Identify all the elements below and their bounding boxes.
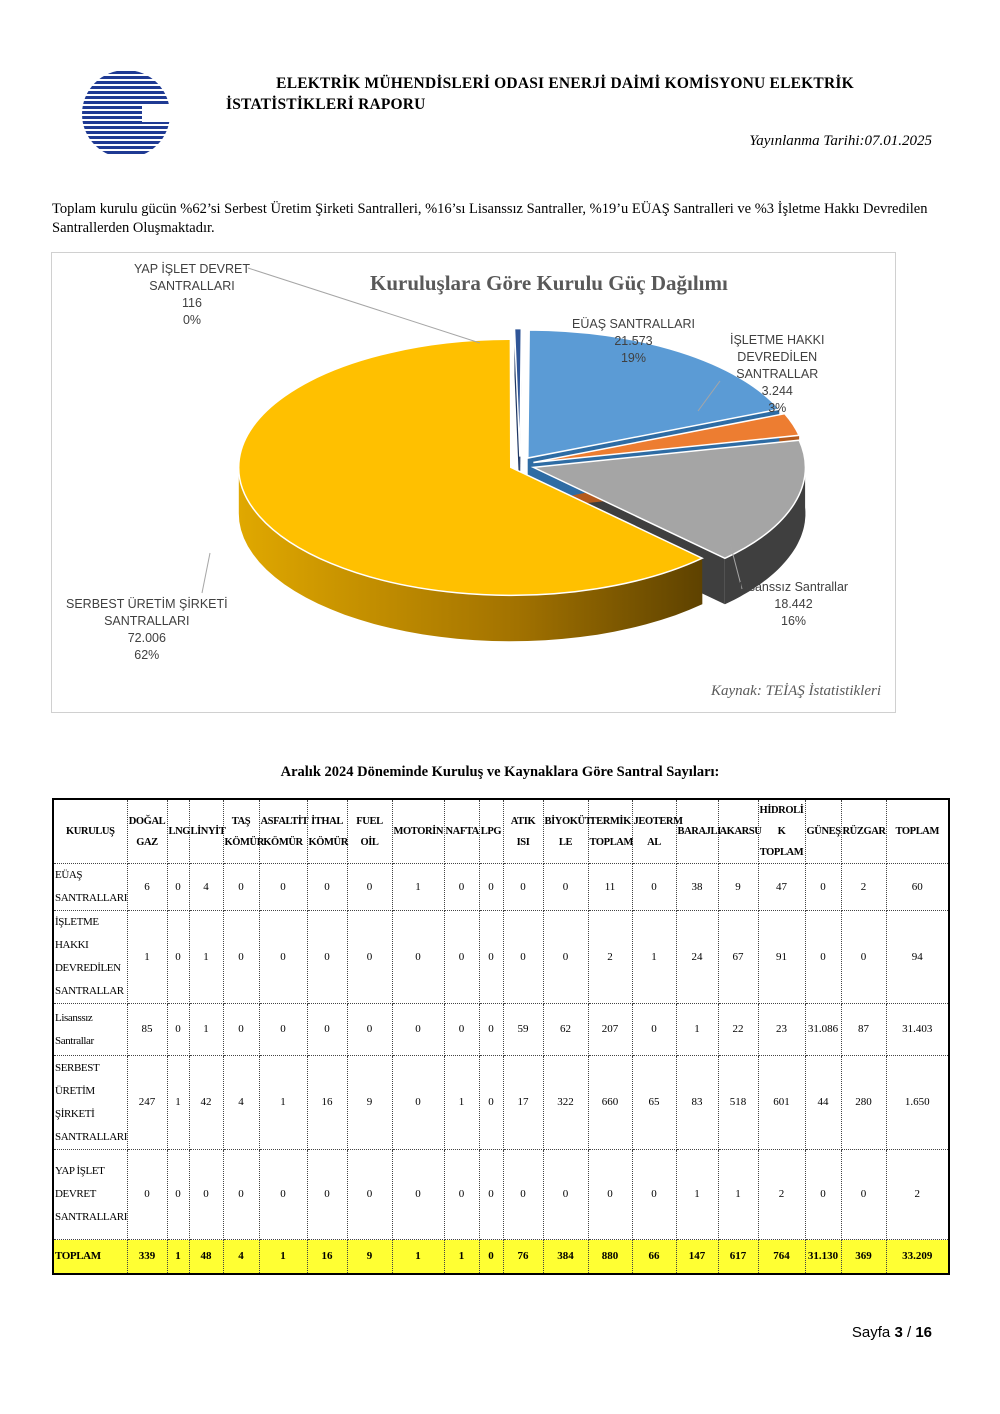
- table-cell: 0: [347, 1150, 392, 1240]
- chart-source: Kaynak: TEİAŞ İstatistikleri: [711, 683, 881, 699]
- report-title-line1: ELEKTRİK MÜHENDİSLERİ ODASI ENERJİ DAİMİ KOMİSYONU ELEKTRİK: [276, 75, 854, 92]
- total-cell: 33.209: [886, 1240, 949, 1274]
- table-cell: 65: [632, 1056, 676, 1150]
- table-cell: 0: [259, 864, 307, 911]
- table-cell: 0: [347, 864, 392, 911]
- table-cell: 60: [886, 864, 949, 911]
- table-cell: 0: [167, 864, 189, 911]
- total-cell: 617: [718, 1240, 758, 1274]
- table-cell: 0: [392, 1056, 444, 1150]
- table-cell: 0: [503, 911, 543, 1004]
- row-label: SERBEST ÜRETİM ŞİRKETİ SANTRALLARI: [53, 1056, 127, 1150]
- header-cell: RÜZGAR: [841, 799, 886, 864]
- total-label: TOPLAM: [53, 1240, 127, 1274]
- total-cell: 764: [758, 1240, 805, 1274]
- row-label: Lisanssız Santrallar: [53, 1004, 127, 1056]
- header-cell: HİDROLİ K TOPLAM: [758, 799, 805, 864]
- table-cell: 11: [588, 864, 632, 911]
- table-cell: 1: [259, 1056, 307, 1150]
- table-cell: 4: [223, 1056, 259, 1150]
- table-cell: 0: [307, 1004, 347, 1056]
- table-cell: 67: [718, 911, 758, 1004]
- table-cell: 0: [632, 1150, 676, 1240]
- table-cell: 62: [543, 1004, 588, 1056]
- header-cell: ATIK ISI: [503, 799, 543, 864]
- table-cell: 94: [886, 911, 949, 1004]
- table-cell: 0: [588, 1150, 632, 1240]
- pie-chart: [51, 252, 896, 713]
- header-cell: LNG: [167, 799, 189, 864]
- header-cell: GÜNEŞ: [805, 799, 841, 864]
- table-cell: 0: [392, 1004, 444, 1056]
- table-row: [53, 911, 949, 1004]
- table-cell: 0: [543, 911, 588, 1004]
- table-cell: 0: [841, 1150, 886, 1240]
- table-cell: 0: [307, 911, 347, 1004]
- table-cell: 44: [805, 1056, 841, 1150]
- leader-line-serbest: [202, 553, 210, 593]
- table-cell: 0: [479, 864, 503, 911]
- table-cell: 1: [676, 1004, 718, 1056]
- total-cell: 147: [676, 1240, 718, 1274]
- header-cell: NAFTA: [444, 799, 479, 864]
- table-cell: 1: [167, 1056, 189, 1150]
- table-cell: 0: [167, 1004, 189, 1056]
- table-cell: 59: [503, 1004, 543, 1056]
- table-cell: 0: [167, 1150, 189, 1240]
- table-row: [53, 1004, 949, 1056]
- table-cell: 83: [676, 1056, 718, 1150]
- table-cell: 601: [758, 1056, 805, 1150]
- table-cell: 31.403: [886, 1004, 949, 1056]
- table-cell: 0: [189, 1150, 223, 1240]
- slice-label-isletme: İŞLETME HAKKI DEVREDİLEN SANTRALLAR 3.244 3%: [730, 333, 825, 415]
- header-cell: TERMİK TOPLAM: [588, 799, 632, 864]
- table-cell: 660: [588, 1056, 632, 1150]
- table-cell: 2: [841, 864, 886, 911]
- total-cell: 1: [167, 1240, 189, 1274]
- table-cell: 1: [444, 1056, 479, 1150]
- total-cell: 31.130: [805, 1240, 841, 1274]
- table-cell: 280: [841, 1056, 886, 1150]
- table-cell: 1: [632, 911, 676, 1004]
- table-cell: 9: [718, 864, 758, 911]
- header-cell: TAŞ KÖMÜR: [223, 799, 259, 864]
- page-number: Sayfa 3 / 16: [851, 1324, 932, 1341]
- table-cell: 1: [718, 1150, 758, 1240]
- table-cell: 0: [444, 864, 479, 911]
- total-cell: 76: [503, 1240, 543, 1274]
- table-cell: 0: [805, 911, 841, 1004]
- slice-label-serbest: SERBEST ÜRETİM ŞİRKETİ SANTRALLARI 72.006 62%: [66, 597, 228, 662]
- table-cell: 0: [479, 1150, 503, 1240]
- chart-title: Kuruluşlara Göre Kurulu Güç Dağılımı: [370, 271, 728, 295]
- header-cell: FUEL OİL: [347, 799, 392, 864]
- table-cell: 0: [632, 864, 676, 911]
- slice-label-euas: EÜAŞ SANTRALLARI 21.573 19%: [572, 317, 695, 365]
- total-cell: 1: [392, 1240, 444, 1274]
- total-cell: 880: [588, 1240, 632, 1274]
- row-label: İŞLETME HAKKI DEVREDİLEN SANTRALLAR: [53, 911, 127, 1004]
- table-cell: 0: [632, 1004, 676, 1056]
- header-cell: DOĞAL GAZ: [127, 799, 167, 864]
- table-cell: 47: [758, 864, 805, 911]
- intro-paragraph: Toplam kurulu gücün %62’si Serbest Üretim Şirketi Santralleri, %16’sı Lisanssız Santraller, %19’u EÜAŞ Santralleri ve %3 İşletme Hakkı Devredilen Santrallerden Oluşmaktadır.: [52, 201, 928, 236]
- total-cell: 384: [543, 1240, 588, 1274]
- table-cell: 2: [588, 911, 632, 1004]
- total-cell: 66: [632, 1240, 676, 1274]
- table-cell: 0: [223, 911, 259, 1004]
- total-cell: 369: [841, 1240, 886, 1274]
- header-cell: TOPLAM: [886, 799, 949, 864]
- row-label: YAP İŞLET DEVRET SANTRALLARI: [53, 1150, 127, 1240]
- table-cell: 38: [676, 864, 718, 911]
- table-cell: 0: [841, 911, 886, 1004]
- table-cell: 0: [503, 864, 543, 911]
- table-cell: 0: [392, 1150, 444, 1240]
- header-cell: ASFALTİT KÖMÜR: [259, 799, 307, 864]
- row-label: EÜAŞ SANTRALLARI: [53, 864, 127, 911]
- table-cell: 24: [676, 911, 718, 1004]
- table-cell: 207: [588, 1004, 632, 1056]
- table-cell: 0: [479, 911, 503, 1004]
- total-cell: 48: [189, 1240, 223, 1274]
- total-row: [53, 1240, 949, 1274]
- table-cell: 0: [444, 911, 479, 1004]
- emo-logo-icon: [80, 68, 172, 160]
- table-cell: 1: [127, 911, 167, 1004]
- table-cell: 0: [444, 1150, 479, 1240]
- table-cell: 0: [259, 1150, 307, 1240]
- table-cell: 6: [127, 864, 167, 911]
- table-cell: 0: [259, 911, 307, 1004]
- total-cell: 0: [479, 1240, 503, 1274]
- table-cell: 23: [758, 1004, 805, 1056]
- plant-count-table: [52, 798, 950, 1275]
- total-cell: 9: [347, 1240, 392, 1274]
- table-row: [53, 1056, 949, 1150]
- header-cell: KURULUŞ: [53, 799, 127, 864]
- table-cell: 87: [841, 1004, 886, 1056]
- table-cell: 0: [223, 1150, 259, 1240]
- table-cell: 1: [676, 1150, 718, 1240]
- table-row: [53, 864, 949, 911]
- table-cell: 0: [543, 1150, 588, 1240]
- table-cell: 0: [167, 911, 189, 1004]
- table-cell: 1: [392, 864, 444, 911]
- table-cell: 31.086: [805, 1004, 841, 1056]
- table-cell: 0: [479, 1056, 503, 1150]
- total-cell: 4: [223, 1240, 259, 1274]
- table-cell: 4: [189, 864, 223, 911]
- table-cell: 247: [127, 1056, 167, 1150]
- table-cell: 0: [307, 864, 347, 911]
- publish-date: Yayınlanma Tarihi:07.01.2025: [749, 133, 932, 149]
- header-cell: AKARSU: [718, 799, 758, 864]
- table-cell: 0: [223, 864, 259, 911]
- table-title: Aralık 2024 Döneminde Kuruluş ve Kaynaklara Göre Santral Sayıları:: [280, 764, 720, 780]
- header-cell: İTHAL KÖMÜR: [307, 799, 347, 864]
- table-cell: 0: [347, 1004, 392, 1056]
- table-cell: 0: [259, 1004, 307, 1056]
- table-cell: 518: [718, 1056, 758, 1150]
- header-cell: MOTORİN: [392, 799, 444, 864]
- table-cell: 17: [503, 1056, 543, 1150]
- report-title-line2: İSTATİSTİKLERİ RAPORU: [226, 96, 426, 113]
- table-cell: 1.650: [886, 1056, 949, 1150]
- slice-label-lisanssiz: Lisanssız Santrallar 18.442 16%: [739, 580, 849, 628]
- table-cell: 0: [307, 1150, 347, 1240]
- table-cell: 1: [189, 1004, 223, 1056]
- header-cell: JEOTERM AL: [632, 799, 676, 864]
- table-cell: 2: [758, 1150, 805, 1240]
- table-cell: 2: [886, 1150, 949, 1240]
- table-cell: 0: [223, 1004, 259, 1056]
- table-cell: 0: [543, 864, 588, 911]
- table-cell: 0: [127, 1150, 167, 1240]
- header-cell: BARAJLI: [676, 799, 718, 864]
- table-cell: 0: [347, 911, 392, 1004]
- table-cell: 22: [718, 1004, 758, 1056]
- table-cell: 0: [805, 864, 841, 911]
- table-cell: 0: [805, 1150, 841, 1240]
- table-cell: 16: [307, 1056, 347, 1150]
- table-cell: 0: [503, 1150, 543, 1240]
- table-cell: 9: [347, 1056, 392, 1150]
- slice-label-yid: YAP İŞLET DEVRET SANTRALLARI 116 0%: [134, 262, 251, 327]
- total-cell: 339: [127, 1240, 167, 1274]
- table-cell: 322: [543, 1056, 588, 1150]
- table-cell: 85: [127, 1004, 167, 1056]
- total-cell: 1: [259, 1240, 307, 1274]
- table-cell: 0: [479, 1004, 503, 1056]
- header-cell: BİYOKÜT LE: [543, 799, 588, 864]
- table-header-row: [53, 799, 949, 864]
- header-cell: LİNYİT: [189, 799, 223, 864]
- table-cell: 1: [189, 911, 223, 1004]
- table-cell: 91: [758, 911, 805, 1004]
- table-cell: 0: [392, 911, 444, 1004]
- table-row: [53, 1150, 949, 1240]
- total-cell: 16: [307, 1240, 347, 1274]
- table-cell: 42: [189, 1056, 223, 1150]
- table-cell: 0: [444, 1004, 479, 1056]
- total-cell: 1: [444, 1240, 479, 1274]
- header-cell: LPG: [479, 799, 503, 864]
